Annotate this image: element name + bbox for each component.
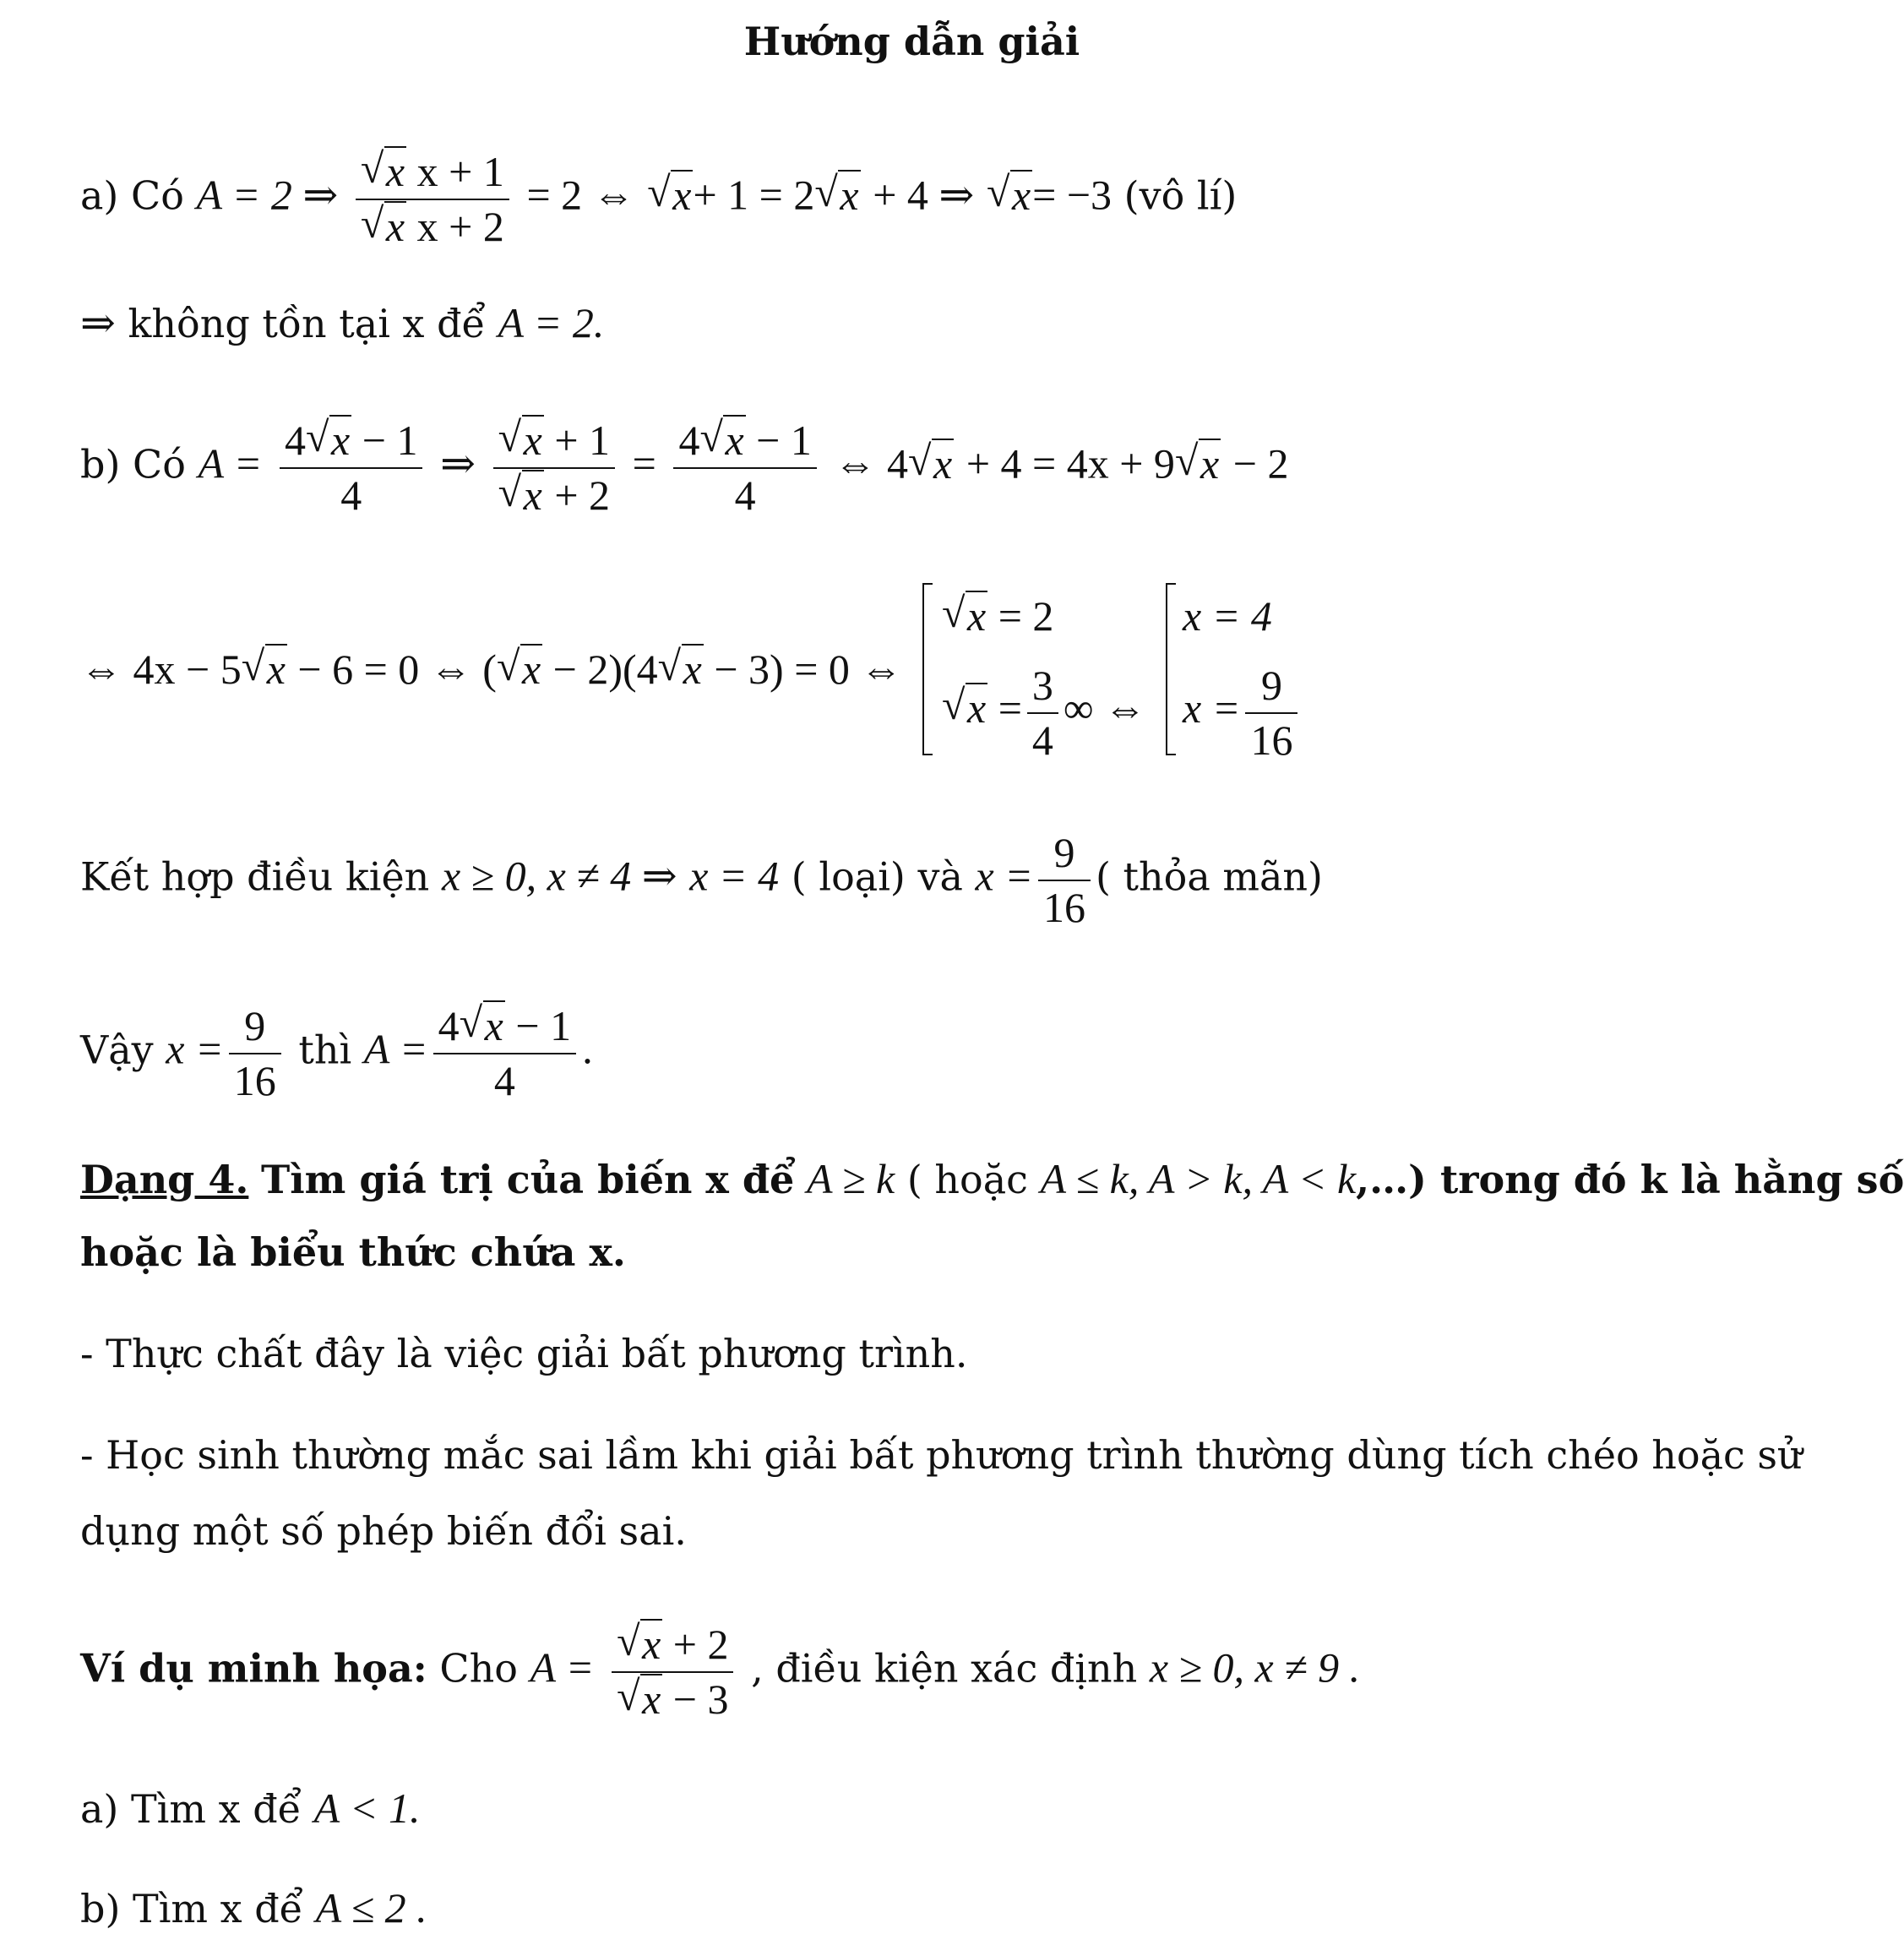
final-line: Vậy x = $\frac{9}{16}$ thì A = $\frac{4√ x - 1}{4}$ . [80, 1000, 594, 1107]
case-2: √ x = $\frac{3}{4}$ ∞ ⇔ [942, 659, 1146, 766]
case-bracket-2 [1166, 583, 1176, 755]
part-b-line: b) Có A = $\frac{4√ x - 1}{4}$ ⇒ √ x + 1 √ x + 2 = $\frac{4√ x - 1}{4}$ ⇔ 4√ x + 4 = 4x + 9√ x − 2 [80, 414, 1288, 521]
result-1: x = 4 [1183, 592, 1272, 640]
bullet-1: - Thực chất đây là việc giải bất phương trình. [80, 1331, 968, 1376]
combine-line: Kết hợp điều kiện x ≥ 0, x ≠ 4 ⇒ x = 4 ( loại) và x = $\frac{9}{16}$ ( thỏa mãn) [80, 826, 1323, 934]
case-bracket-1 [922, 583, 933, 755]
example-b: b) Tìm x để A ≤ 2 . [80, 1884, 427, 1931]
dang4-line2: hoặc là biểu thức chứa x. [80, 1229, 626, 1275]
example-line: Ví dụ minh họa: Cho A = √ x + 2 √ x − 3 , điều kiện xác định x ≥ 0, x ≠ 9 . [80, 1618, 1360, 1725]
example-a: a) Tìm x để A < 1. [80, 1784, 421, 1832]
part-a-fraction: √ x x + 1 √ x x + 2 [356, 145, 509, 253]
bullet-2-line2: dụng một số phép biến đổi sai. [80, 1508, 687, 1554]
result-2: x = $\frac{9}{16}$ [1183, 659, 1303, 766]
page-title: Hướng dẫn giải [743, 19, 1080, 64]
bullet-2-line1: - Học sinh thường mắc sai lầm khi giải bất phương trình thường dùng tích chéo hoặc sử [80, 1432, 1803, 1478]
factor-line: ⇔ 4x − 5√ x − 6 = 0 ⇔ (√ x − 2)(4√ x − 3) = 0 ⇔ [80, 644, 902, 695]
part-a-line: a) Có A = 2 ⇒ √ x x + 1 √ x x + 2 = 2 ⇔ √ x+ 1 = 2√ x + 4 ⇒ √ x= −3 (vô lí) [80, 145, 1237, 253]
case-1: √ x = 2 [942, 591, 1053, 640]
conclusion-a: ⇒ không tồn tại x để A = 2. [80, 299, 605, 346]
dang4-heading: Dạng 4. Tìm giá trị của biến x để A ≥ k ( hoặc A ≤ k, A > k, A < k,…) trong đó k là hằng số [80, 1155, 1904, 1202]
